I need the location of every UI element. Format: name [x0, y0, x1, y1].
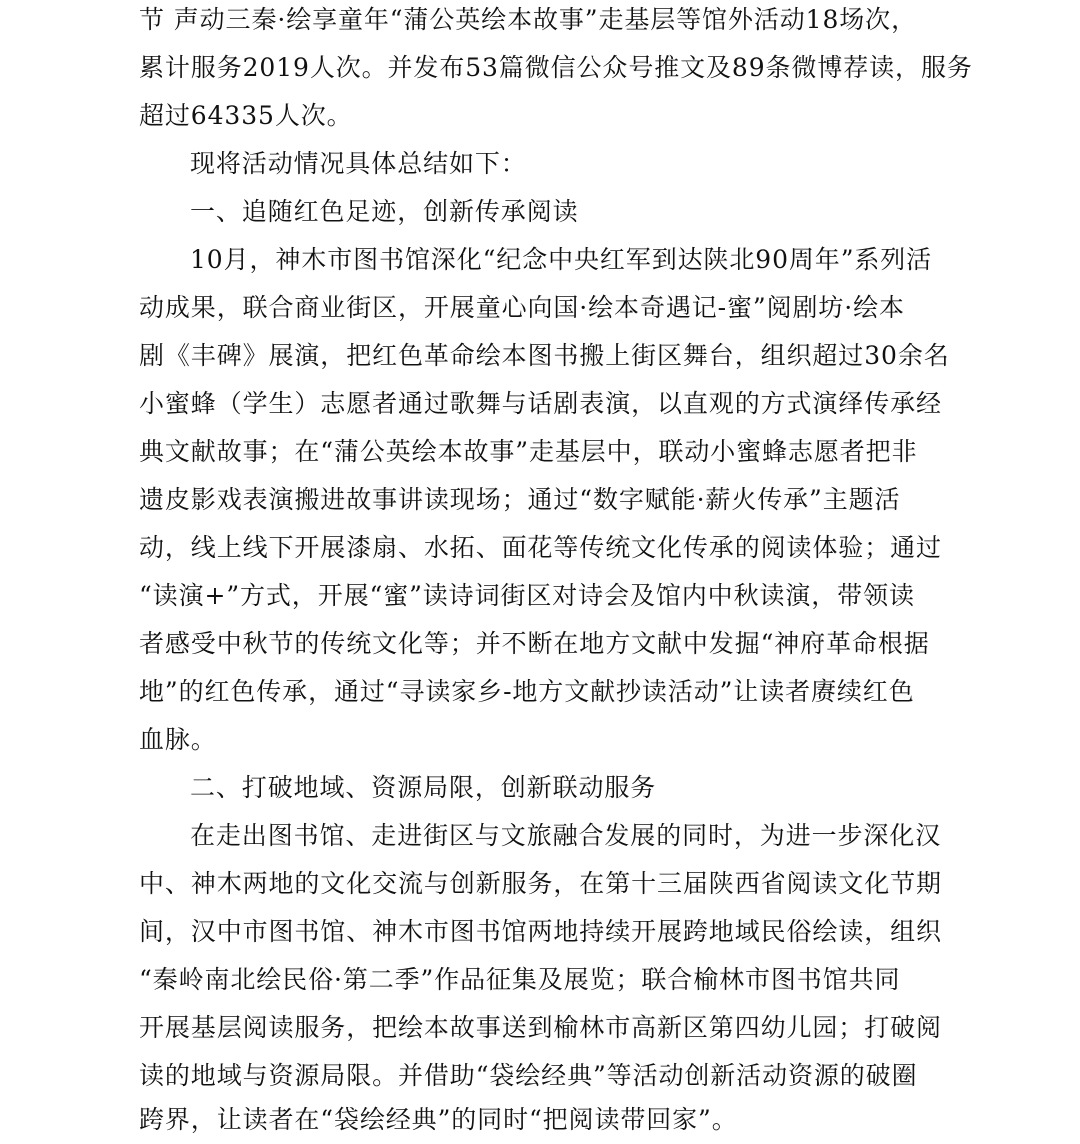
text-line: 血脉。	[139, 725, 217, 754]
text-line: 开展基层阅读服务，把绘本故事送到榆林市高新区第四幼儿园；打破阅	[139, 1013, 942, 1042]
text-line: “秦岭南北绘民俗·第二季”作品征集及展览；联合榆林市图书馆共同	[139, 965, 901, 994]
text-line: 典文献故事；在“蒲公英绘本故事”走基层中，联动小蜜蜂志愿者把非	[139, 437, 918, 466]
text-line: 动成果，联合商业街区，开展童心向国·绘本奇遇记-蜜”阅剧坊·绘本	[139, 293, 905, 322]
text-line: 超过64335人次。	[139, 101, 353, 130]
text-line: 遗皮影戏表演搬进故事讲读现场；通过“数字赋能·薪火传承”主题活	[139, 485, 901, 514]
text-line: 动，线上线下开展漆扇、水拓、面花等传统文化传承的阅读体验；通过	[139, 533, 942, 562]
text-line: 在走出图书馆、走进街区与文旅融合发展的同时，为进一步深化汉	[190, 821, 942, 850]
section-heading-1: 一、追随红色足迹，创新传承阅读	[190, 197, 579, 226]
text-line: 者感受中秋节的传统文化等；并不断在地方文献中发掘“神府革命根据	[139, 629, 930, 658]
text-line: 跨界，让读者在“袋绘经典”的同时“把阅读带回家”。	[139, 1105, 738, 1134]
text-line: 剧《丰碑》展演，把红色革命绘本图书搬上街区舞台，组织超过30余名	[139, 341, 950, 370]
text-line: 中、神木两地的文化交流与创新服务，在第十三届陕西省阅读文化节期	[139, 869, 942, 898]
text-line: 节 声动三秦·绘享童年“蒲公英绘本故事”走基层等馆外活动18场次，	[139, 5, 917, 34]
text-line: 间，汉中市图书馆、神木市图书馆两地持续开展跨地域民俗绘读，组织	[139, 917, 942, 946]
text-line: 累计服务2019人次。并发布53篇微信公众号推文及89条微博荐读，服务	[139, 53, 973, 82]
text-line: 小蜜蜂（学生）志愿者通过歌舞与话剧表演，以直观的方式演绎传承经	[139, 389, 942, 418]
section-heading-2: 二、打破地域、资源局限，创新联动服务	[190, 773, 657, 802]
text-line: 地”的红色传承，通过“寻读家乡-地方文献抄读活动”让读者赓续红色	[139, 677, 915, 706]
paragraph-intro: 现将活动情况具体总结如下：	[190, 149, 527, 178]
text-line: “读演+”方式，开展“蜜”读诗词街区对诗会及馆内中秋读演，带领读	[139, 581, 915, 610]
text-line: 读的地域与资源局限。并借助“袋绘经典”等活动创新活动资源的破圈	[139, 1061, 918, 1090]
text-line: 10月，神木市图书馆深化“纪念中央红军到达陕北90周年”系列活	[190, 245, 933, 274]
